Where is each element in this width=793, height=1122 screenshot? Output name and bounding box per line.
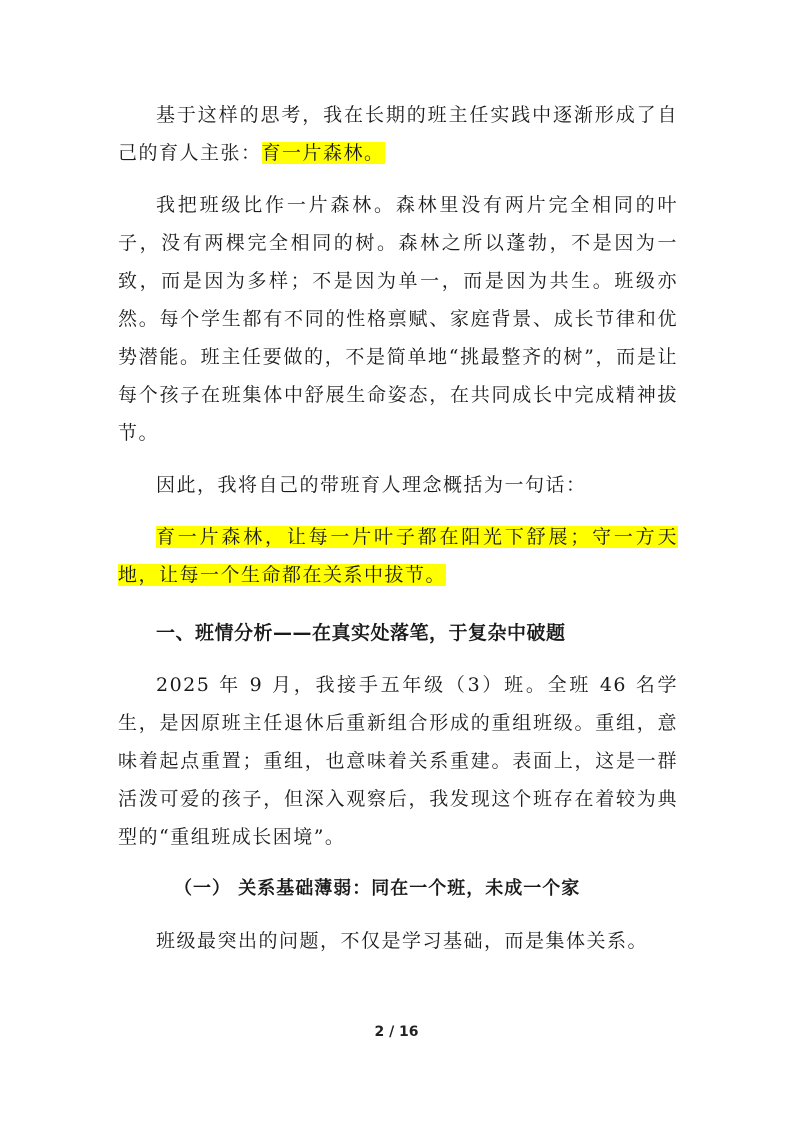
page-content	[118, 96, 678, 960]
highlighted-motto-short: 育一片森林。	[261, 142, 385, 164]
paragraph-thinking-text: 基于这样的思考，我在长期的班主任实践中逐渐形成了自己的育人主张：	[118, 104, 678, 164]
subsection-heading-relationship: （一） 关系基础薄弱：同在一个班，未成一个家	[174, 878, 581, 899]
paragraph-summary-intro: 因此，我将自己的带班育人理念概括为一句话：	[156, 474, 587, 496]
page-number: 2 / 16	[374, 1024, 419, 1040]
paragraph-forest-metaphor: 我把班级比作一片森林。森林里没有两片完全相同的叶子，没有两棵完全相同的树。森林之所以蓬勃，不是因为一致，而是因为多样；不是因为单一，而是因为共生。班级亦然。每个学生都有不同的性格禀赋、家庭背景、成长节律和优势潜能。班主任要做的，不是简单地“挑最整齐的树”，而是让每个孩子在班集体中舒展生命姿态，在共同成长中完成精神拔节。	[118, 194, 678, 444]
section-heading-class-analysis: 一、班情分析——在真实处落笔，于复杂中破题	[156, 622, 566, 644]
paragraph-main-problem: 班级最突出的问题，不仅是学习基础，而是集体关系。	[156, 930, 649, 952]
highlighted-motto-full: 育一片森林，让每一片叶子都在阳光下舒展；守一方天地，让每一个生命都在关系中拔节。	[118, 526, 678, 586]
paragraph-thinking	[118, 96, 678, 172]
paragraph-philosophy-motto	[118, 518, 678, 594]
paragraph-class-background: 2025 年 9 月，我接手五年级（3）班。全班 46 名学生，是因原班主任退休后重新组合形成的重组班级。重组，意味着起点重置；重组，也意味着关系重建。表面上，这是一群活泼可爱的孩子，但深入观察后，我发现这个班存在着较为典型的“重组班成长困境”。	[118, 674, 678, 848]
